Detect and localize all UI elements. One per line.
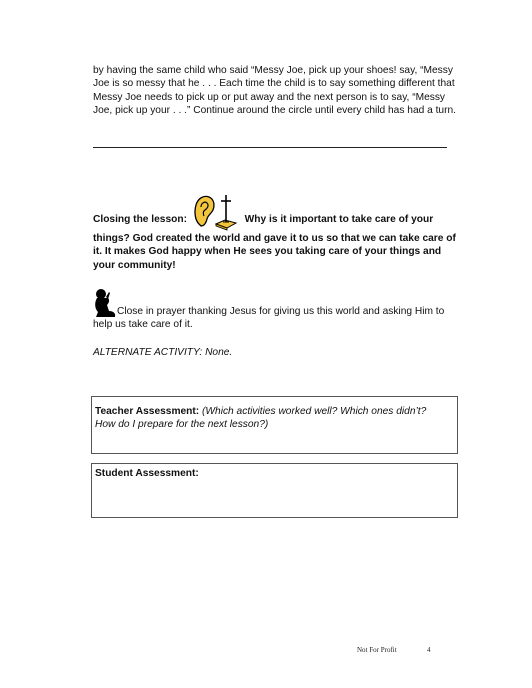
student-assessment-box [91, 463, 458, 518]
alternate-activity: ALTERNATE ACTIVITY: None. [93, 347, 233, 358]
intro-paragraph [93, 64, 478, 118]
ear-bible-cross-icon [192, 192, 240, 232]
intro-line: Joe is so messy that he . . . Each time the child is to say something different that [93, 78, 455, 90]
student-assessment-label: Student Assessment: [95, 468, 199, 479]
closing-line: your community! [93, 259, 176, 271]
intro-line: by having the same child who said “Messy Joe, pick up your shoes! say, “Messy [93, 65, 453, 76]
prayer-line: Close in prayer thanking Jesus for giving us this world and asking Him to [117, 306, 445, 317]
teacher-assessment-prompt: How do I prepare for the next lesson?) [95, 419, 269, 431]
ear-icon [195, 196, 214, 226]
intro-line: Joe, pick up your . . .” Continue around the circle until every child has had a turn. [93, 105, 456, 117]
teacher-assessment-label: Teacher Assessment: [95, 406, 200, 417]
bible-cross-icon [216, 195, 236, 230]
praying-child-icon [93, 287, 119, 317]
closing-question: Why is it important to take care of your [244, 214, 434, 225]
intro-line: Messy Joe needs to pick up or put away and the next person is to say, “Messy [93, 91, 446, 103]
prayer-line: help us take care of it. [93, 319, 193, 331]
closing-first-line [93, 192, 478, 232]
prayer-paragraph [93, 287, 478, 332]
footer-text: Not For Profit [357, 646, 397, 654]
teacher-assessment-prompt: (Which activities worked well? Which ones didn’t? [202, 406, 427, 417]
closing-line: it. It makes God happy when He sees you taking care of your things and [93, 246, 442, 258]
teacher-assessment-box [91, 396, 458, 454]
closing-label: Closing the lesson: [93, 214, 187, 225]
closing-paragraph [93, 192, 478, 272]
section-divider [93, 147, 447, 148]
page-number: 4 [427, 646, 431, 654]
closing-line: things? God created the world and gave it to us so that we can take care of [93, 233, 456, 244]
